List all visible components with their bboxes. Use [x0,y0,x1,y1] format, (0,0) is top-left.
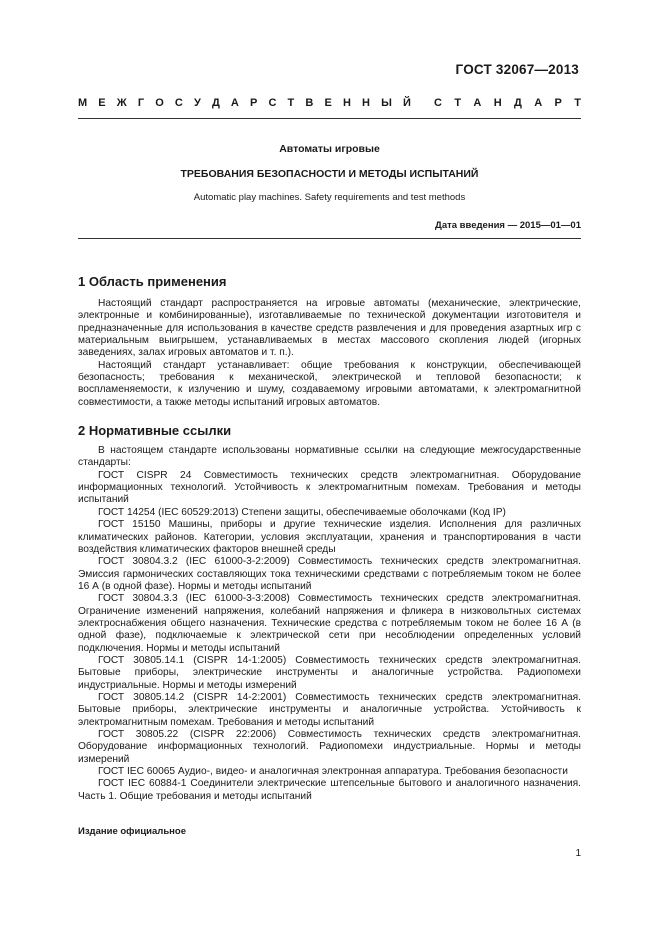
english-title: Automatic play machines. Safety requirements and test methods [193,192,466,203]
paragraph: Настоящий стандарт распространяется на игровые автоматы (механические, электрические, электронные и комбинированные), изготавливаемые по технической документации изготовителя и предназначенные для использования в качестве средств развлечения и для проведения азартных игр с материальным выигрышем, устанавливаемых в местах массового скопления людей (игорных заведениях, залах игровых автоматов и т. п.). [78,298,581,359]
section-heading-normative-references: 2 Нормативные ссылки [78,423,232,439]
banner-letter: А [534,97,543,109]
document-body [78,274,581,803]
banner-letter: М [78,97,88,109]
title-divider [78,238,581,239]
reference-item: ГОСТ IEC 60884-1 Соединители электрические штепсельные бытового и аналогичного назначения. Часть 1. Общие требования и методы испытаний [78,778,581,802]
paragraph: Настоящий стандарт устанавливает: общие требования к конструкции, обеспечивающей безопасность; требования к механической, электрической и тепловой безопасности; к воспламеняемости, к излучению и шуму, создаваемому игровыми автоматами, к электромагнитной совместимости, а также методы испытаний игровых автоматов. [78,359,581,408]
banner-letter: Т [287,97,295,109]
banner-letter: Г [137,97,145,109]
banner-letter: Ж [116,97,127,109]
banner-letter: С [174,97,183,109]
page-number: 1 [575,848,581,859]
reference-item: ГОСТ 30805.14.2 (CISPR 14-2:2001) Совместимость технических средств электромагнитная. Бытовые приборы, электрические инструменты и аналогичные устройства. Устойчивость к электромагнитным помехам. Требования и методы испытаний [78,691,581,728]
gost-number: ГОСТ 32067—2013 [455,62,579,77]
banner-letter: Е [324,97,332,109]
reference-item: ГОСТ 30804.3.2 (IEC 61000-3-2:2009) Совместимость технических средств электромагнитная. Эмиссия гармонических составляющих тока техническими средствами с потребляемым током не более 16 А (в одной фазе). Нормы и методы испытаний [78,556,581,592]
reference-item: ГОСТ CISPR 24 Совместимость технических средств электромагнитная. Оборудование информационных технологий. Устойчивость к электромагнитным помехам. Требования и методы испытаний [78,469,581,506]
interstate-standard-banner [78,97,581,109]
reference-item: ГОСТ 30804.3.3 (IEC 61000-3-3:2008) Совместимость технических средств электромагнитная. Ограничение изменений напряжения, колебаний напряжения и фликера в низковольтных системах электроснабжения общего назначения. Технические средства с потребляемым током не более 16 А (в одной фазе), подключаемые к электрической сети при несоблюдении определенных условий подключения. Нормы и методы испытаний [78,593,581,654]
banner-letter: А [230,97,239,109]
document-subject: Автоматы игровые [279,143,380,155]
document-title: ТРЕБОВАНИЯ БЕЗОПАСНОСТИ И МЕТОДЫ ИСПЫТАНИЙ [180,168,479,180]
banner-letter: Т [454,97,462,109]
paragraph: В настоящем стандарте использованы нормативные ссылки на следующие межгосударственные стандарты: [78,445,581,469]
banner-letter: Н [493,97,502,109]
reference-item: ГОСТ 15150 Машины, приборы и другие технические изделия. Исполнения для различных климатических районов. Категории, условия эксплуатации, хранения и транспортирования в части воздействия климатических факторов внешней среды [78,519,581,555]
banner-letter: Д [211,97,220,109]
banner-letter: А [473,97,482,109]
banner-letter: Р [554,97,562,109]
banner-letter: Д [514,97,522,109]
reference-item: ГОСТ 30805.22 (CISPR 22:2006) Совместимость технических средств электромагнитная. Оборудование информационных технологий. Радиопомехи индустриальные. Нормы и методы измерений [78,729,581,765]
banner-letter: В [305,97,314,109]
introduction-date: Дата введения — 2015—01—01 [435,220,581,231]
banner-letter: Й [403,97,411,109]
interstate-word [78,97,411,109]
reference-item: ГОСТ 30805.14.1 (CISPR 14-1:2005) Совместимость технических средств электромагнитная. Бытовые приборы, электрические инструменты и аналогичные устройства. Радиопомехи индустриальные. Нормы и методы измерений [78,654,581,691]
section-heading-scope: 1 Область применения [78,274,227,289]
banner-letter: Н [342,97,351,109]
banner-letter: О [155,97,164,109]
banner-letter: Е [98,97,106,109]
banner-letter: С [268,97,277,109]
reference-item: ГОСТ IEC 60065 Аудио-, видео- и аналогичная электронная аппаратура. Требования безопасности [98,766,568,778]
banner-letter: Н [362,97,370,109]
banner-letter: Ы [381,97,392,109]
top-divider [78,118,581,119]
reference-item: ГОСТ 14254 (IEC 60529:2013) Степени защиты, обеспечиваемые оболочками (Код IP) [98,506,506,518]
standard-word [434,97,581,109]
banner-letter: Р [250,97,258,109]
banner-letter: С [434,97,442,109]
banner-letter: Т [574,97,581,109]
official-edition-label: Издание официальное [78,826,186,837]
banner-letter: У [193,97,201,109]
